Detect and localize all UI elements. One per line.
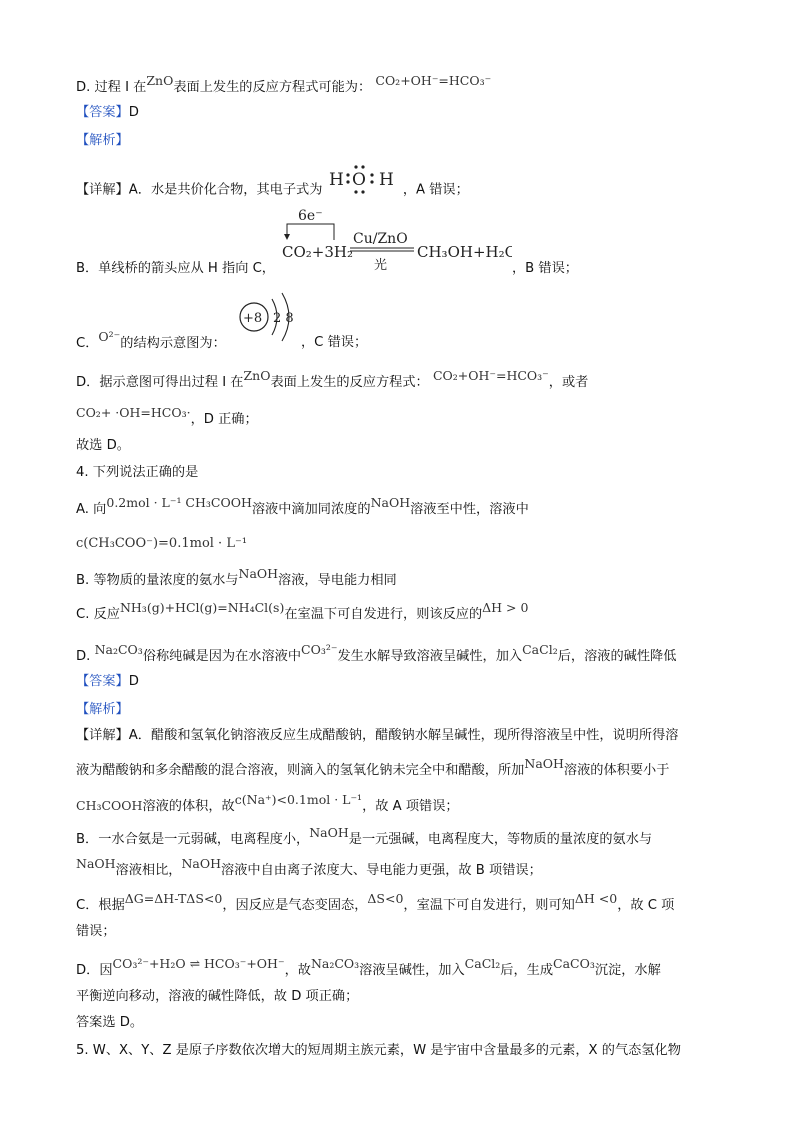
text: 表面上发生的反应方程式： [270, 375, 429, 390]
formula-acetic-conc: 0.2mol · L⁻¹ CH₃COOH [106, 495, 252, 510]
q4-stem: 4. 下列说法正确的是 [76, 465, 199, 480]
text: B．单线桥的箭头应从 H 指向 C， [76, 261, 275, 276]
text: 后，生成 [500, 963, 554, 978]
detail-label: 【详解】 [76, 728, 129, 743]
formula-dh-neg: ΔH <0 [574, 891, 618, 906]
text: 溶液至中性，溶液中 [410, 502, 529, 517]
q4-conclusion: 答案选 D。 [76, 1015, 144, 1030]
answer-value: D [128, 674, 139, 689]
q4-option-c [76, 600, 736, 624]
q5-stem: 5. W、X、Y、Z 是原子序数依次增大的短周期主族元素，W 是宇宙中含量最多的元素，X 的气态氢化物 [76, 1043, 681, 1058]
text: 溶液的体积要小于 [563, 763, 670, 778]
q3-detail-c-tail: ，C 错误； [301, 335, 368, 350]
q4-detail-a-line3 [76, 792, 736, 816]
text: 溶液的体积，故 [142, 799, 235, 814]
catalyst-label: Cu/ZnO [353, 231, 408, 247]
reaction-right: CH₃OH+H₂O [417, 243, 512, 261]
text: 在室温下可自发进行，则该反应的 [284, 607, 483, 622]
text: D. 过程 I 在 [76, 80, 147, 95]
text: 液为醋酸钠和多余醋酸的混合溶液，则滴入的氢氧化钠未完全中和醋酸，所加 [76, 763, 525, 778]
formula-na2co3: Na₂CO₃ [310, 956, 360, 971]
text: ，故 A 项错误； [362, 799, 459, 814]
shell-electrons: 2 8 [273, 311, 294, 326]
formula-acetate-conc: c(CH₃COO⁻)=0.1mol · L⁻¹ [76, 536, 248, 551]
text: B. 等物质的量浓度的氨水与 [76, 573, 239, 588]
text: 沉淀，水解 [594, 963, 661, 978]
q4-option-a-line2 [76, 534, 736, 554]
text: 溶液中自由离子浓度大、导电能力更强，故 B 项错误； [221, 863, 542, 878]
text: A．水是共价化合物，其电子式为 [128, 182, 323, 198]
text: 溶液呈碱性，加入 [359, 963, 465, 978]
option-d-letter: D. [76, 649, 91, 664]
reaction-left: CO₂+3H₂ [282, 243, 353, 261]
light-label: 光 [374, 258, 388, 273]
text: ，A 错误； [402, 182, 469, 198]
q3-answer [76, 103, 736, 123]
text: 溶液相比， [115, 863, 182, 878]
q3-analysis-label: 【解析】 [76, 133, 129, 148]
answer-label: 【答案】 [76, 105, 129, 120]
q4-option-b [76, 566, 736, 590]
water-h-right: H [378, 170, 394, 190]
water-electron-formula-svg [327, 162, 399, 194]
answer-label: 【答案】 [76, 674, 129, 689]
formula-dh-pos: ΔH > 0 [482, 600, 529, 615]
formula-naoh: NaOH [309, 825, 349, 840]
answer-value: D [128, 105, 139, 120]
text: A. 向 [76, 502, 107, 517]
text: 俗称纯碱是因为在水溶液中 [142, 649, 302, 664]
formula-zno: ZnO [146, 73, 174, 88]
text: A．醋酸和氢氧化钠溶液反应生成醋酸钠，醋酸钠水解呈碱性，现所得溶液呈中性，说明所得溶 [128, 728, 679, 743]
q3-conclusion: 故选 D。 [76, 438, 130, 453]
text: C．根据 [76, 898, 125, 913]
q4-detail-d-line2: 平衡逆向移动，溶液的碱性降低，故 D 项正确； [76, 989, 359, 1004]
q4-option-a [76, 495, 736, 519]
formula-co2-radical: CO₂+ ·OH=HCO₃· [76, 405, 191, 420]
q3-detail-d [76, 368, 736, 392]
q4-option-d [76, 642, 736, 666]
text: D．因 [76, 963, 113, 978]
detail-label: 【详解】 [76, 182, 129, 198]
water-o: O [351, 170, 366, 190]
formula-naoh: NaOH [76, 856, 116, 871]
text: C. 反应 [76, 607, 120, 622]
q4-detail-a-line1 [76, 726, 736, 746]
text: B．一水合氨是一元弱碱，电离程度小， [76, 832, 310, 847]
text: 表面上发生的反应方程式可能为： [173, 80, 372, 95]
formula-cacl2: CaCl₂ [464, 956, 501, 971]
text: ，或者 [548, 375, 589, 390]
text: ，故 [284, 963, 311, 978]
q3-option-d [76, 73, 736, 97]
text: C． [76, 336, 99, 351]
text: ，室温下可自发进行，则可知 [403, 898, 575, 913]
text: 溶液中滴加同浓度的 [251, 502, 371, 517]
text: ，D 正确； [190, 412, 258, 427]
formula-caco3: CaCO₃ [553, 956, 595, 971]
formula-co2-oh: CO₂+OH⁻=HCO₃⁻ [432, 368, 549, 383]
formula-co3: CO₃²⁻ [301, 642, 338, 657]
formula-co2-oh: CO₂+OH⁻=HCO₃⁻ [375, 73, 492, 88]
formula-naoh: NaOH [181, 856, 222, 871]
o2-ion-structure [234, 291, 304, 353]
text: ，故 C 项 [617, 898, 675, 913]
q4-detail-c-line2: 错误； [76, 924, 116, 939]
q4-detail-a-line2 [76, 756, 736, 780]
text: ，因反应是气态变固态， [222, 898, 368, 913]
formula-naoh: NaOH [370, 495, 411, 510]
q4-detail-b-line2 [76, 856, 736, 880]
q3-detail-d-line2 [76, 405, 736, 429]
q4-analysis-label: 【解析】 [76, 702, 129, 717]
o2-ion-structure-svg [234, 291, 304, 353]
formula-nh3-hcl: NH₃(g)+HCl(g)=NH₄Cl(s) [119, 600, 285, 615]
q4-answer [76, 672, 736, 692]
q4-detail-b-line1 [76, 825, 736, 849]
text: 溶液，导电能力相同 [278, 573, 397, 588]
formula-naoh: NaOH [524, 756, 564, 771]
electron-transfer-label: 6e⁻ [298, 208, 323, 224]
formula-gibbs: ΔG=ΔH-TΔS<0 [124, 891, 223, 906]
text: 是一元强碱，电离程度大，等物质的量浓度的氨水与 [348, 832, 653, 847]
formula-c-na: c(Na⁺)<0.1mol · L⁻¹ [234, 792, 363, 807]
formula-naoh: NaOH [238, 566, 279, 581]
text: D．据示意图可得出过程 I 在 [76, 375, 244, 390]
text: 后，溶液的碱性降低 [557, 649, 677, 664]
formula-hydrolysis: CO₃²⁻+H₂O ⇌ HCO₃⁻+OH⁻ [112, 956, 285, 971]
formula-ch3cooh: CH₃COOH [76, 798, 143, 813]
single-bridge-reaction-svg [282, 206, 512, 276]
q4-detail-c-line1 [76, 891, 736, 915]
formula-cacl2: CaCl₂ [522, 642, 558, 657]
text: 的结构示意图为： [120, 336, 226, 351]
formula-na2co3: Na₂CO₃ [94, 642, 143, 657]
water-h-left: H [328, 170, 344, 190]
q3-detail-b-tail: ，B 错误； [512, 261, 578, 276]
nucleus-charge: +8 [243, 311, 263, 326]
formula-ds-neg: ΔS<0 [367, 891, 404, 906]
q3-detail-a [76, 170, 736, 200]
q4-detail-d-line1 [76, 956, 736, 980]
single-bridge-reaction [282, 206, 512, 276]
water-electron-formula [327, 162, 399, 201]
formula-o2-ion: O²⁻ [98, 329, 121, 344]
transfer-arrow [287, 224, 334, 240]
text: 发生水解导致溶液呈碱性，加入 [337, 649, 523, 664]
formula-zno: ZnO [243, 368, 271, 383]
